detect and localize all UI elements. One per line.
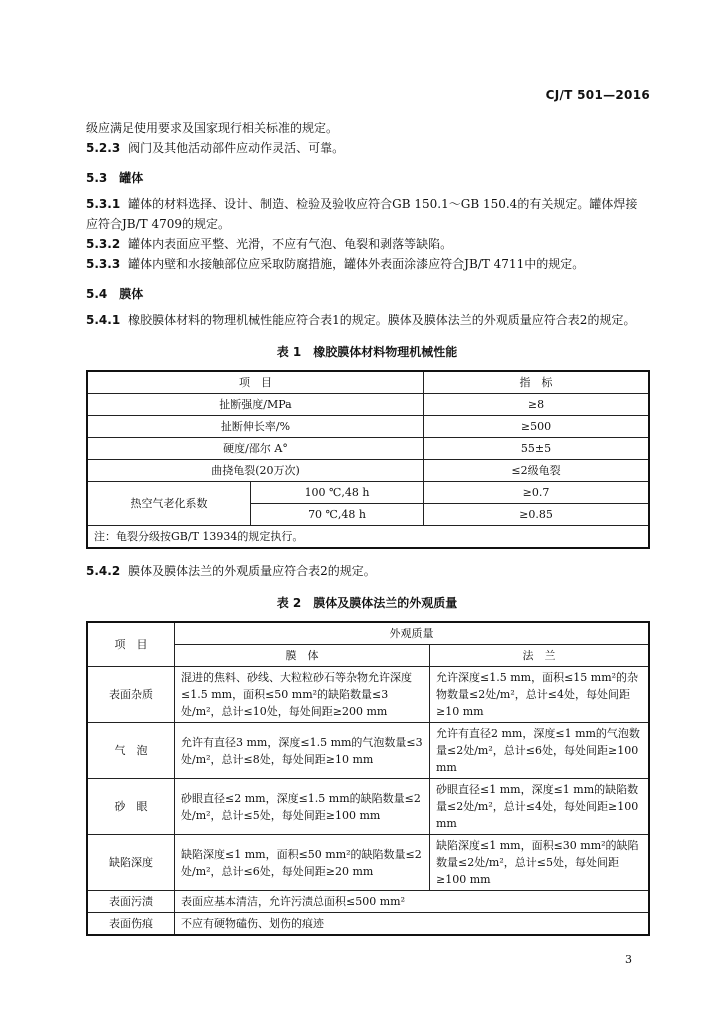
row-item: 表面伤痕 <box>87 913 175 936</box>
table-1-caption: 表 1 橡胶膜体材料物理机械性能 <box>276 345 458 359</box>
row-flange: 允许深度≤1.5 mm，面积≤15 mm²的杂物数量≤2处/m²，总计≤4处，每处间距≥10 mm <box>430 667 650 723</box>
header-flange: 法 兰 <box>430 645 650 667</box>
table-row <box>87 460 649 482</box>
clause-5-3-2 <box>86 234 648 254</box>
clause-number: 5.2.3 <box>86 141 121 155</box>
table-note: 注：龟裂分级按GB/T 13934的规定执行。 <box>87 526 649 549</box>
clause-5-2-3 <box>86 138 648 158</box>
clause-number: 5.4.1 <box>86 313 121 327</box>
clause-number: 5.3.2 <box>86 237 121 251</box>
aging-label: 热空气老化系数 <box>87 482 251 526</box>
row-body: 缺陷深度≤1 mm，面积≤50 mm²的缺陷数量≤2处/m²，总计≤6处，每处间距≥20 mm <box>175 835 430 891</box>
table-row <box>87 723 649 779</box>
clause-text: 罐体的材料选择、设计、制造、检验及验收应符合GB 150.1～GB 150.4的有关规定。罐体焊接应符合JB/T 4709的规定。 <box>86 197 638 231</box>
table-1 <box>86 370 650 549</box>
table-row <box>87 482 649 504</box>
row-value: ≥8 <box>424 394 650 416</box>
clause-text: 罐体内表面应平整、光滑，不应有气泡、龟裂和剥落等缺陷。 <box>128 237 453 251</box>
table-2 <box>86 621 650 936</box>
row-item: 扯断强度/MPa <box>87 394 424 416</box>
row-value: ≤2级龟裂 <box>424 460 650 482</box>
row-text: 不应有硬物磕伤、划伤的痕迹 <box>175 913 650 936</box>
row-item: 气 泡 <box>87 723 175 779</box>
clause-text: 罐体内壁和水接触部位应采取防腐措施，罐体外表面涂漆应符合JB/T 4711中的规定。 <box>128 257 585 271</box>
page-number: 3 <box>625 953 632 966</box>
row-item: 表面杂质 <box>87 667 175 723</box>
table-row <box>87 891 649 913</box>
row-value: 55±5 <box>424 438 650 460</box>
clause-5-3-3 <box>86 254 648 274</box>
table-row <box>87 394 649 416</box>
row-text: 表面应基本清洁，允许污渍总面积≤500 mm² <box>175 891 650 913</box>
paragraph-continuation: 级应满足使用要求及国家现行相关标准的规定。 <box>86 121 339 135</box>
standard-code: CJ/T 501—2016 <box>545 88 650 102</box>
row-item: 硬度/邵尔 A° <box>87 438 424 460</box>
clause-number: 5.4.2 <box>86 564 121 578</box>
header-quality: 外观质量 <box>175 622 650 645</box>
row-item: 砂 眼 <box>87 779 175 835</box>
header-item: 项 目 <box>87 371 424 394</box>
aging-value: ≥0.7 <box>424 482 650 504</box>
header-item: 项 目 <box>87 622 175 667</box>
header-body: 膜 体 <box>175 645 430 667</box>
table-row <box>87 438 649 460</box>
clause-number: 5.3.3 <box>86 257 121 271</box>
section-5-4-title: 5.4 膜体 <box>86 287 144 301</box>
clause-5-4-2 <box>86 561 648 581</box>
row-value: ≥500 <box>424 416 650 438</box>
row-item: 曲挠龟裂(20万次) <box>87 460 424 482</box>
clause-5-3-1 <box>86 194 648 234</box>
clause-text: 阀门及其他活动部件应动作灵活、可靠。 <box>128 141 345 155</box>
row-item: 缺陷深度 <box>87 835 175 891</box>
row-body: 允许有直径3 mm，深度≤1.5 mm的气泡数量≤3处/m²，总计≤8处，每处间距≥10 mm <box>175 723 430 779</box>
table-row <box>87 779 649 835</box>
row-body: 砂眼直径≤2 mm，深度≤1.5 mm的缺陷数量≤2处/m²，总计≤5处，每处间距≥100 mm <box>175 779 430 835</box>
table-row <box>87 416 649 438</box>
section-5-3-title: 5.3 罐体 <box>86 171 144 185</box>
row-item: 扯断伸长率/% <box>87 416 424 438</box>
clause-5-4-1 <box>86 310 648 330</box>
table-header-row <box>87 371 649 394</box>
table-row <box>87 667 649 723</box>
document-body <box>86 118 648 936</box>
clause-text: 橡胶膜体材料的物理机械性能应符合表1的规定。膜体及膜体法兰的外观质量应符合表2的规定。 <box>128 313 636 327</box>
row-flange: 允许有直径2 mm，深度≤1 mm的气泡数量≤2处/m²，总计≤6处，每处间距≥100 mm <box>430 723 650 779</box>
aging-value: ≥0.85 <box>424 504 650 526</box>
table-header-row <box>87 622 649 645</box>
table-note-row <box>87 526 649 549</box>
clause-text: 膜体及膜体法兰的外观质量应符合表2的规定。 <box>128 564 376 578</box>
row-flange: 砂眼直径≤1 mm，深度≤1 mm的缺陷数量≤2处/m²，总计≤4处，每处间距≥100 mm <box>430 779 650 835</box>
table-row <box>87 913 649 936</box>
header-value: 指 标 <box>424 371 650 394</box>
table-row <box>87 835 649 891</box>
row-flange: 缺陷深度≤1 mm，面积≤30 mm²的缺陷数量≤2处/m²，总计≤5处，每处间距≥100 mm <box>430 835 650 891</box>
aging-condition: 70 ℃,48 h <box>251 504 424 526</box>
row-body: 混进的焦料、砂线、大粒粒砂石等杂物允许深度≤1.5 mm，面积≤50 mm²的缺陷数量≤3处/m²，总计≤10处，每处间距≥200 mm <box>175 667 430 723</box>
clause-number: 5.3.1 <box>86 197 121 211</box>
row-item: 表面污渍 <box>87 891 175 913</box>
aging-condition: 100 ℃,48 h <box>251 482 424 504</box>
table-2-caption: 表 2 膜体及膜体法兰的外观质量 <box>276 596 458 610</box>
